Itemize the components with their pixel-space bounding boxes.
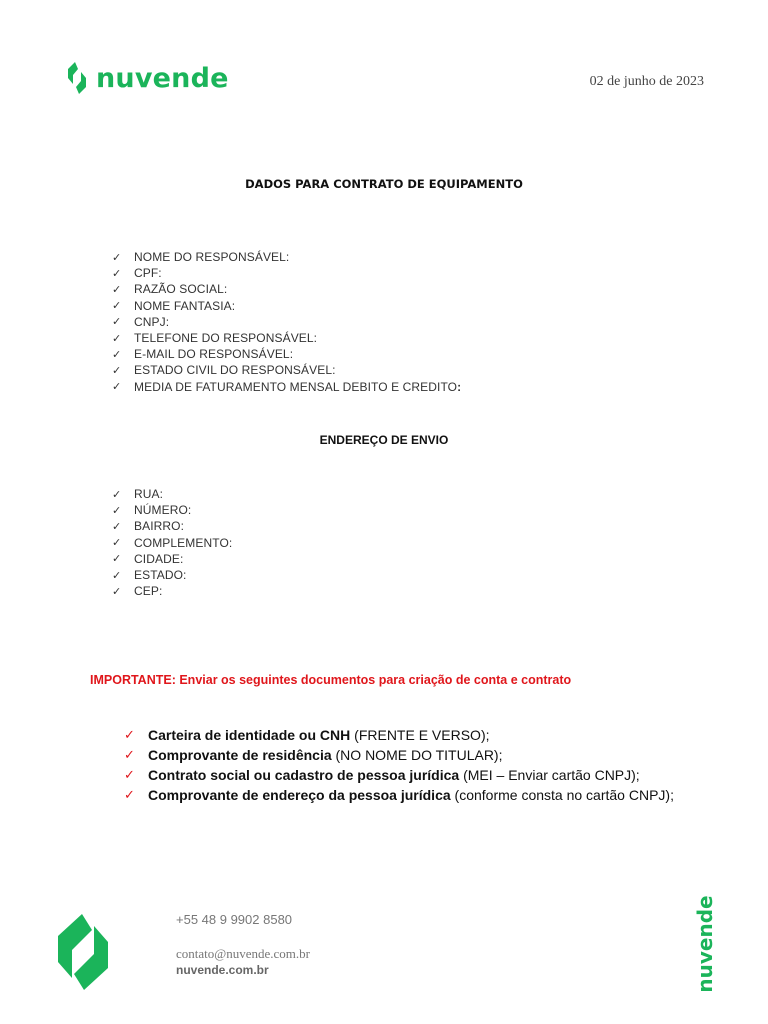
list-item (112, 567, 232, 583)
required-documents-list (124, 726, 684, 806)
list-item (112, 518, 232, 534)
list-item (112, 281, 461, 297)
checkmark-icon: ✓ (112, 381, 122, 394)
address-label: ESTADO: (134, 568, 187, 583)
checkmark-icon: ✓ (112, 316, 122, 329)
list-item (112, 249, 461, 265)
document-item (148, 766, 640, 784)
footer-website[interactable]: nuvende.com.br (176, 963, 269, 977)
footer-brand-vertical: nuvende (693, 895, 717, 993)
checkmark-icon: ✓ (112, 537, 122, 550)
checkmark-icon: ✓ (112, 332, 122, 345)
header-logo (62, 60, 229, 96)
list-item (112, 330, 461, 346)
footer-phone: +55 48 9 9902 8580 (176, 912, 293, 927)
list-item (112, 379, 461, 395)
checkmark-icon: ✓ (112, 300, 122, 313)
brand-name: nuvende (96, 62, 229, 94)
document-name: Contrato social ou cadastro de pessoa jurídica (148, 767, 460, 783)
checkmark-icon: ✓ (112, 348, 122, 361)
list-item (112, 535, 232, 551)
checkmark-icon: ✓ (112, 520, 122, 533)
checkmark-icon: ✓ (124, 787, 135, 802)
document-note: (conforme consta no cartão CNPJ); (450, 787, 674, 803)
field-label: CNPJ: (134, 314, 170, 329)
field-label: NOME FANTASIA: (134, 298, 236, 313)
field-label-text: MEDIA DE FATURAMENTO MENSAL DEBITO E CREDITO (134, 379, 458, 394)
checkmark-icon: ✓ (112, 267, 122, 280)
document-note: (FRENTE E VERSO); (350, 727, 490, 743)
checkmark-icon: ✓ (112, 585, 122, 598)
document-name: Carteira de identidade ou CNH (148, 727, 351, 743)
nuvende-mark-icon (52, 912, 114, 992)
address-label: CIDADE: (134, 551, 184, 566)
list-item (112, 486, 232, 502)
list-item (112, 583, 232, 599)
checkmark-icon: ✓ (124, 767, 135, 782)
checkmark-icon: ✓ (112, 504, 122, 517)
checkmark-icon: ✓ (112, 251, 122, 264)
contract-fields-list (112, 249, 461, 395)
field-label: ESTADO CIVIL DO RESPONSÁVEL: (134, 363, 336, 378)
list-item (112, 298, 461, 314)
address-label: CEP: (134, 584, 163, 599)
field-label: RAZÃO SOCIAL: (134, 282, 228, 297)
important-notice: IMPORTANTE: Enviar os seguintes documentos para criação de conta e contrato (90, 673, 572, 687)
address-fields-list (112, 486, 232, 599)
field-label: NOME DO RESPONSÁVEL: (134, 250, 290, 265)
field-label (134, 380, 461, 394)
document-note: (NO NOME DO TITULAR); (331, 747, 503, 763)
checkmark-icon: ✓ (124, 727, 135, 742)
address-label: COMPLEMENTO: (134, 535, 233, 550)
list-item (112, 551, 232, 567)
document-item (148, 726, 490, 744)
list-item (124, 786, 684, 804)
field-label: TELEFONE DO RESPONSÁVEL: (134, 331, 318, 346)
field-label: E-MAIL DO RESPONSÁVEL: (134, 347, 294, 362)
checkmark-icon: ✓ (112, 364, 122, 377)
document-note: (MEI – Enviar cartão CNPJ); (459, 767, 640, 783)
checkmark-icon: ✓ (112, 488, 122, 501)
footer-email[interactable]: contato@nuvende.com.br (176, 946, 310, 961)
address-label: RUA: (134, 487, 164, 502)
list-item (112, 314, 461, 330)
document-name: Comprovante de endereço da pessoa jurídica (148, 787, 451, 803)
list-item (112, 502, 232, 518)
field-label: CPF: (134, 266, 162, 281)
list-item (112, 362, 461, 378)
checkmark-icon: ✓ (112, 553, 122, 566)
list-item (124, 726, 684, 744)
nuvende-mark-icon (62, 60, 92, 96)
field-label-colon: : (457, 379, 462, 394)
address-label: NÚMERO: (134, 503, 192, 518)
list-item (112, 265, 461, 281)
list-item (124, 746, 684, 764)
document-date: 02 de junho de 2023 (589, 74, 704, 89)
address-section-title: ENDEREÇO DE ENVIO (319, 433, 449, 447)
document-item (148, 746, 502, 764)
checkmark-icon: ✓ (112, 283, 122, 296)
document-item (148, 786, 674, 804)
address-label: BAIRRO: (134, 519, 185, 534)
checkmark-icon: ✓ (112, 569, 122, 582)
list-item (124, 766, 684, 784)
list-item (112, 346, 461, 362)
document-name: Comprovante de residência (148, 747, 332, 763)
checkmark-icon: ✓ (124, 747, 135, 762)
document-title: DADOS PARA CONTRATO DE EQUIPAMENTO (245, 177, 523, 191)
